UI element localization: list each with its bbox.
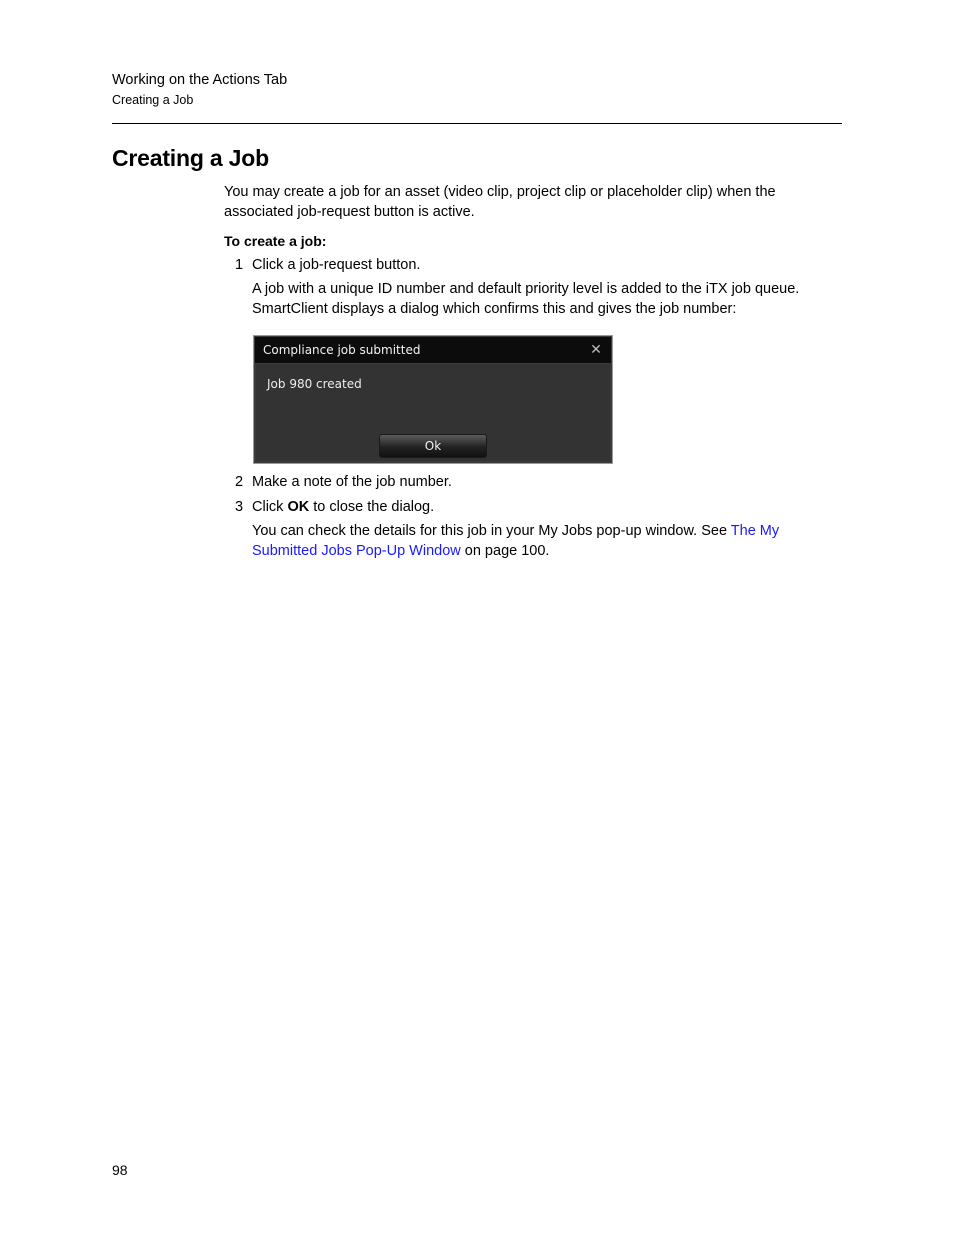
- step-1-detail: A job with a unique ID number and default priority level is added to the iTX job queue. SmartClient displays a dialog which confirms this and gives the job number:: [252, 281, 800, 317]
- page-title: Creating a Job: [112, 145, 269, 171]
- page-number: 98: [112, 1162, 128, 1178]
- step-number: 1: [235, 257, 244, 273]
- dialog-titlebar: [255, 337, 611, 363]
- ok-emphasis: OK: [287, 499, 310, 515]
- step-text: Click a job-request button.: [252, 257, 421, 273]
- running-header-section: Creating a Job: [112, 93, 194, 107]
- step-text: [252, 497, 844, 517]
- dialog-body: [256, 364, 610, 461]
- running-header-chapter: Working on the Actions Tab: [112, 72, 288, 88]
- step-text-after: to close the dialog.: [309, 499, 435, 515]
- step-text: Make a note of the job number.: [252, 474, 452, 490]
- ok-button[interactable]: Ok: [379, 434, 487, 458]
- intro-paragraph: [224, 182, 844, 222]
- step-number: 3: [235, 499, 244, 515]
- intro-text: You may create a job for an asset (video clip, project clip or placeholder clip) when the associated job-request button is active.: [224, 184, 776, 220]
- step-text-before: Click: [252, 499, 288, 515]
- procedure-heading: To create a job:: [224, 233, 327, 249]
- job-submitted-dialog: [253, 335, 613, 464]
- running-header: [112, 71, 287, 108]
- detail-text-before: You can check the details for this job in your My Jobs pop-up window. See: [252, 523, 731, 539]
- detail-text-after: on page 100.: [460, 543, 550, 559]
- close-icon[interactable]: ✕: [590, 342, 602, 358]
- dialog-title: Compliance job submitted: [263, 343, 421, 357]
- dialog-message: Job 980 created: [267, 377, 362, 391]
- step-3-detail: [252, 521, 844, 561]
- header-divider: [112, 123, 842, 124]
- step-number: 2: [235, 474, 244, 490]
- my-jobs-window-link[interactable]: The My Submitted Jobs Pop-Up Window: [252, 523, 780, 559]
